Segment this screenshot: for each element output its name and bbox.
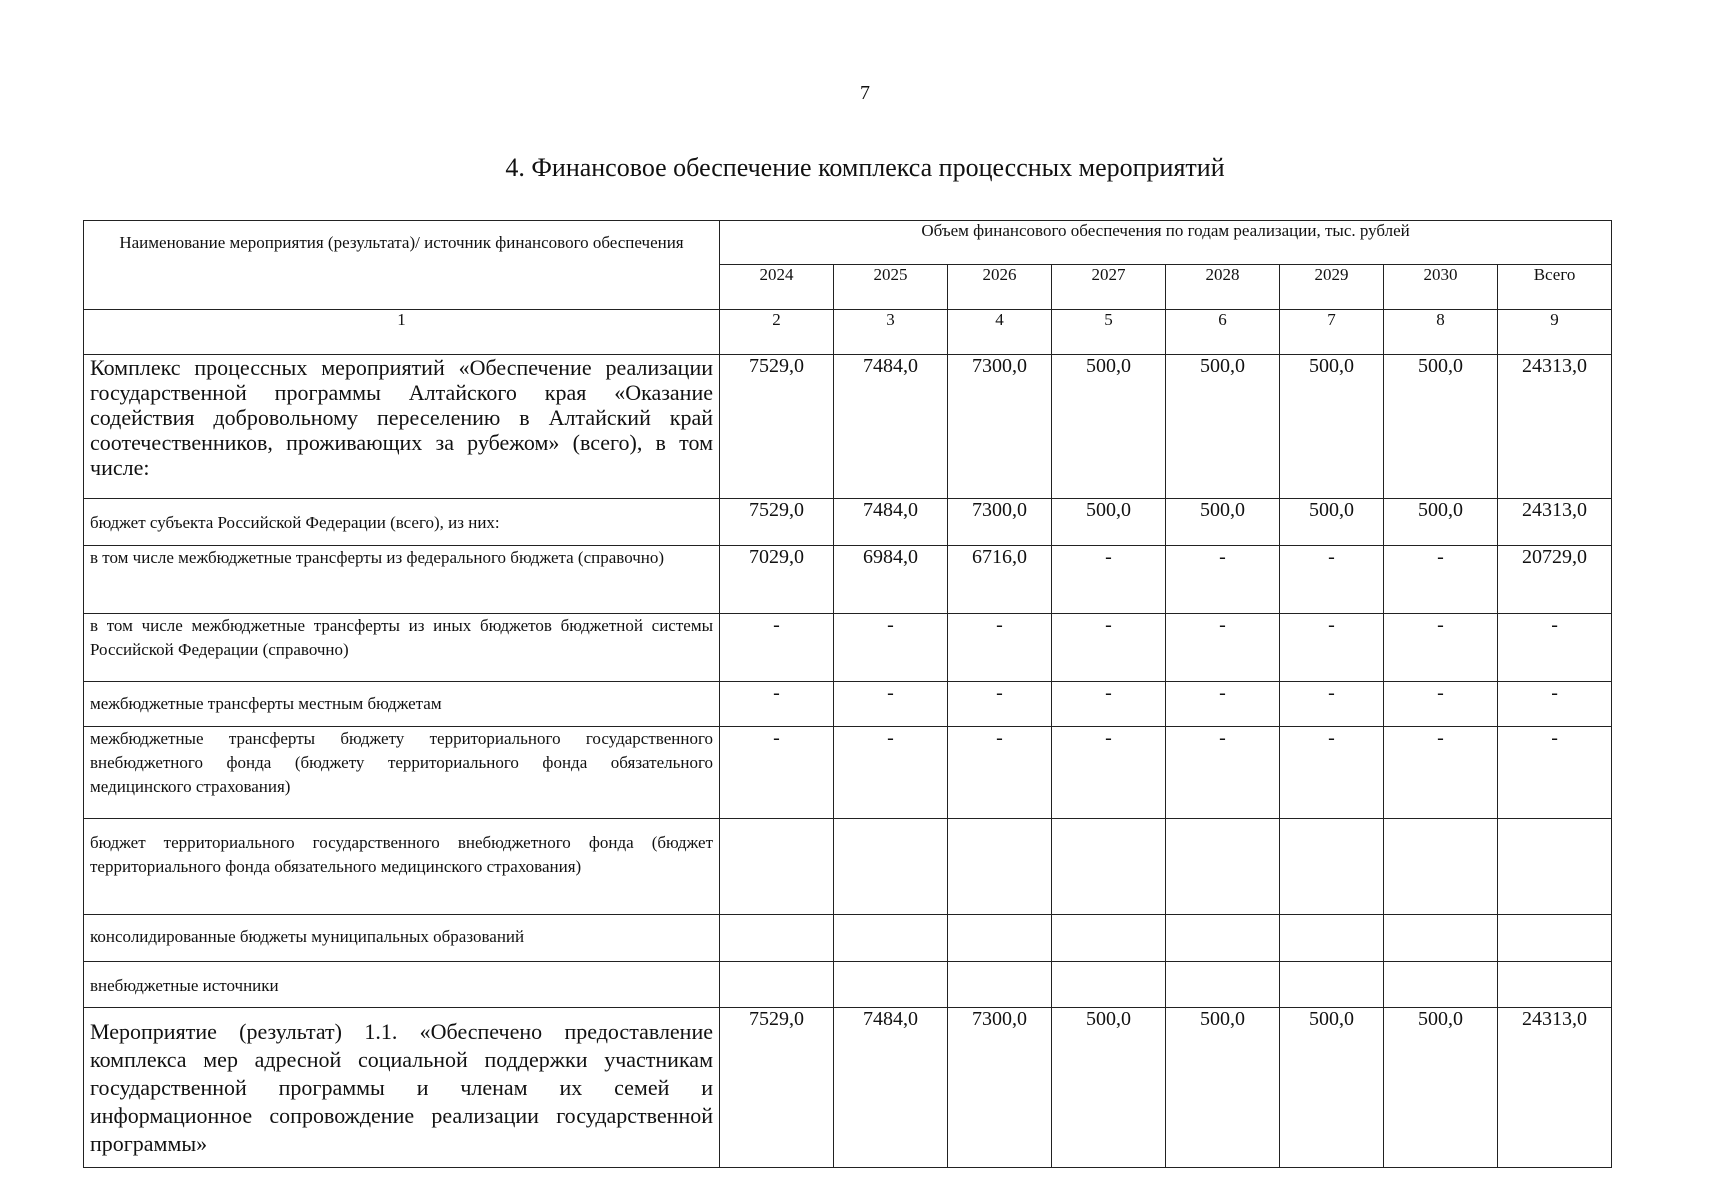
cell-value	[948, 962, 1052, 1008]
cell-value	[720, 819, 834, 915]
total-header: Всего	[1498, 265, 1612, 310]
row-label: консолидированные бюджеты муниципальных образований	[84, 915, 720, 962]
table-row-complex-total	[84, 355, 1612, 499]
cell-value	[1280, 915, 1384, 962]
cell-value: -	[948, 727, 1052, 819]
cell-value: -	[720, 727, 834, 819]
cell-value: -	[834, 727, 948, 819]
cell-value: -	[1280, 727, 1384, 819]
cell-value: -	[1498, 727, 1612, 819]
cell-value	[1498, 819, 1612, 915]
year-header: 2024	[720, 265, 834, 310]
cell-value: 6984,0	[834, 546, 948, 614]
cell-value: -	[1498, 682, 1612, 727]
cell-value: -	[1384, 614, 1498, 682]
cell-value: 500,0	[1052, 355, 1166, 499]
cell-value: -	[1052, 546, 1166, 614]
cell-value: 500,0	[1052, 1008, 1166, 1168]
cell-value: -	[720, 614, 834, 682]
cell-value: -	[1384, 727, 1498, 819]
row-label: бюджет субъекта Российской Федерации (всего), из них:	[84, 499, 720, 546]
column-number: 9	[1498, 310, 1612, 355]
table-row-local-transfers	[84, 682, 1612, 727]
year-header: 2028	[1166, 265, 1280, 310]
cell-value	[1166, 915, 1280, 962]
cell-value: -	[1166, 727, 1280, 819]
table-row-other-transfers	[84, 614, 1612, 682]
cell-value: 24313,0	[1498, 499, 1612, 546]
column-number: 3	[834, 310, 948, 355]
cell-value: -	[720, 682, 834, 727]
row-label: Мероприятие (результат) 1.1. «Обеспечено предоставление комплекса мер адресной социальной поддержки участникам государственной программы и членам их семей и информационное сопровождение реализации государственной программы»	[84, 1008, 720, 1168]
cell-value: 7029,0	[720, 546, 834, 614]
year-header: 2026	[948, 265, 1052, 310]
cell-value: -	[1052, 727, 1166, 819]
cell-value	[1384, 915, 1498, 962]
cell-value: 500,0	[1166, 355, 1280, 499]
cell-value: 24313,0	[1498, 355, 1612, 499]
cell-value	[834, 819, 948, 915]
year-header: 2030	[1384, 265, 1498, 310]
cell-value: -	[1166, 682, 1280, 727]
cell-value	[1166, 962, 1280, 1008]
cell-value: -	[1052, 614, 1166, 682]
row-label: внебюджетные источники	[84, 962, 720, 1008]
cell-value: 500,0	[1052, 499, 1166, 546]
cell-value: -	[1280, 614, 1384, 682]
cell-value: 7300,0	[948, 1008, 1052, 1168]
cell-value: -	[1384, 546, 1498, 614]
cell-value: -	[1384, 682, 1498, 727]
cell-value: 500,0	[1280, 355, 1384, 499]
cell-value	[720, 962, 834, 1008]
cell-value	[1166, 819, 1280, 915]
cell-value: 24313,0	[1498, 1008, 1612, 1168]
cell-value	[1384, 962, 1498, 1008]
column-header-name: Наименование мероприятия (результата)/ источник финансового обеспечения	[84, 221, 720, 310]
cell-value	[1280, 819, 1384, 915]
column-header-volume: Объем финансового обеспечения по годам реализации, тыс. рублей	[720, 221, 1612, 265]
year-header: 2025	[834, 265, 948, 310]
cell-value: 500,0	[1384, 1008, 1498, 1168]
cell-value: 500,0	[1384, 499, 1498, 546]
row-label: в том числе межбюджетные трансферты из иных бюджетов бюджетной системы Российской Федерации (справочно)	[84, 614, 720, 682]
cell-value: -	[1280, 546, 1384, 614]
column-number: 2	[720, 310, 834, 355]
cell-value: 6716,0	[948, 546, 1052, 614]
cell-value: 7484,0	[834, 499, 948, 546]
cell-value	[1052, 915, 1166, 962]
cell-value: 500,0	[1166, 499, 1280, 546]
cell-value: 500,0	[1384, 355, 1498, 499]
table-row-municipal-budgets	[84, 915, 1612, 962]
cell-value	[1052, 962, 1166, 1008]
row-label: бюджет территориального государственного внебюджетного фонда (бюджет территориального фонда обязательного медицинского страхования)	[84, 819, 720, 915]
column-number: 5	[1052, 310, 1166, 355]
cell-value	[834, 915, 948, 962]
cell-value	[1052, 819, 1166, 915]
cell-value: 7529,0	[720, 499, 834, 546]
column-number: 6	[1166, 310, 1280, 355]
cell-value: -	[948, 682, 1052, 727]
cell-value: 500,0	[1280, 1008, 1384, 1168]
table-row-extrabudgetary	[84, 962, 1612, 1008]
cell-value: -	[948, 614, 1052, 682]
year-header: 2029	[1280, 265, 1384, 310]
row-label: Комплекс процессных мероприятий «Обеспечение реализации государственной программы Алтайского края «Оказание содействия добровольному переселению в Алтайский край соотечественников, проживающих за рубежом» (всего), в том числе:	[84, 355, 720, 499]
table-row-measure-1-1	[84, 1008, 1612, 1168]
column-number-row	[84, 310, 1612, 355]
cell-value	[1280, 962, 1384, 1008]
cell-value	[1498, 962, 1612, 1008]
header-row	[84, 221, 1612, 265]
financing-table	[83, 220, 1612, 1168]
column-number: 4	[948, 310, 1052, 355]
year-header: 2027	[1052, 265, 1166, 310]
cell-value: 500,0	[1280, 499, 1384, 546]
cell-value: 7300,0	[948, 355, 1052, 499]
cell-value: -	[1166, 546, 1280, 614]
cell-value: -	[1280, 682, 1384, 727]
row-label: в том числе межбюджетные трансферты из федерального бюджета (справочно)	[84, 546, 720, 614]
cell-value: -	[1052, 682, 1166, 727]
cell-value: -	[1166, 614, 1280, 682]
table-row-regional-budget	[84, 499, 1612, 546]
page-number: 7	[860, 82, 870, 104]
cell-value: -	[834, 614, 948, 682]
cell-value: 7484,0	[834, 355, 948, 499]
cell-value: 7300,0	[948, 499, 1052, 546]
table-row-fund-budget	[84, 819, 1612, 915]
cell-value: -	[834, 682, 948, 727]
cell-value	[1384, 819, 1498, 915]
cell-value: 7529,0	[720, 1008, 834, 1168]
cell-value	[948, 819, 1052, 915]
table-row-federal-transfers	[84, 546, 1612, 614]
cell-value: 500,0	[1166, 1008, 1280, 1168]
cell-value: 7484,0	[834, 1008, 948, 1168]
column-number: 1	[84, 310, 720, 355]
column-number: 8	[1384, 310, 1498, 355]
cell-value: 20729,0	[1498, 546, 1612, 614]
section-title: 4. Финансовое обеспечение комплекса процессных мероприятий	[505, 153, 1225, 182]
cell-value	[1498, 915, 1612, 962]
row-label: межбюджетные трансферты бюджету территориального государственного внебюджетного фонда (бюджету территориального фонда обязательного медицинского страхования)	[84, 727, 720, 819]
cell-value	[834, 962, 948, 1008]
cell-value	[720, 915, 834, 962]
table-row-fund-transfers	[84, 727, 1612, 819]
cell-value: 7529,0	[720, 355, 834, 499]
cell-value	[948, 915, 1052, 962]
cell-value: -	[1498, 614, 1612, 682]
column-number: 7	[1280, 310, 1384, 355]
row-label: межбюджетные трансферты местным бюджетам	[84, 682, 720, 727]
